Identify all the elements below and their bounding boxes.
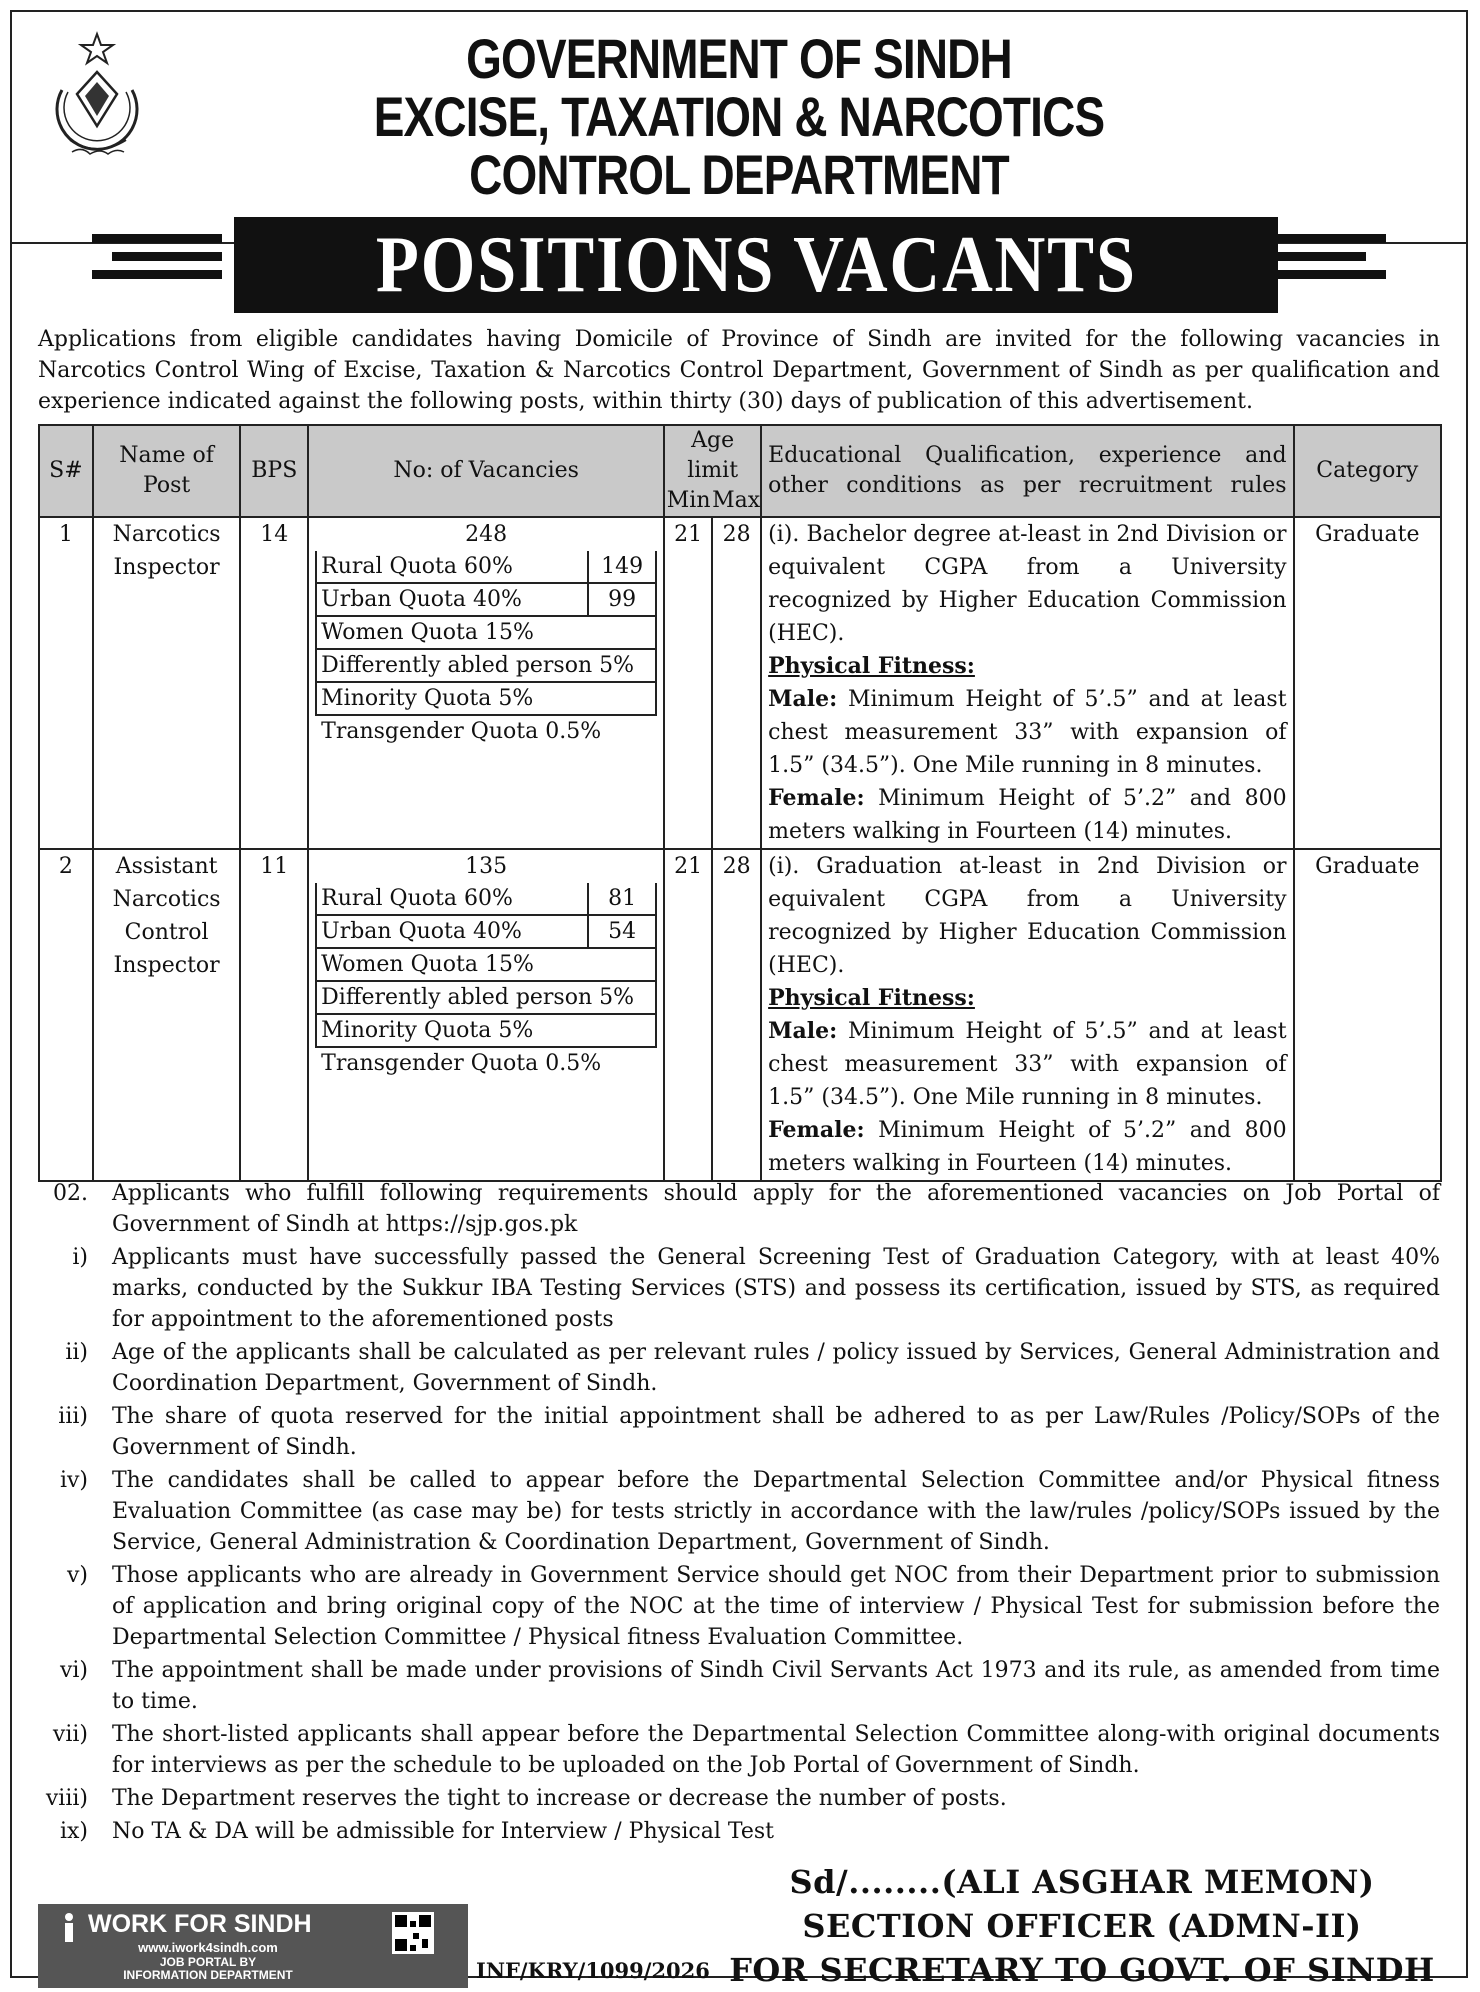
- post-vacancies: [308, 849, 664, 1181]
- female-label: Female:: [768, 785, 865, 811]
- list-item: [38, 1337, 1440, 1399]
- quota-count: 99: [587, 584, 655, 615]
- sindh-government-emblem-icon: [42, 30, 152, 180]
- qualification-text: (i). Graduation at-least in 2nd Division or equivalent CGPA from a University recognized by Higher Education Commission (HEC).: [768, 854, 1287, 978]
- male-text: Minimum Height of 5’.5” and at least chest measurement 33” with expansion of 1.5” (34.5”). One Mile running in 8 minutes.: [768, 687, 1287, 778]
- age-max: 28: [712, 517, 761, 849]
- intro-paragraph: Applications from eligible candidates having Domicile of Province of Sindh are invited for the following vacancies in Narcotics Control Wing of Excise, Taxation & Narcotics Control Department, Government of Sindh as per qualification and experience indicated against the following posts, within thirty (30) days of publication of this advertisement.: [38, 327, 1440, 414]
- department-title: [143, 27, 1335, 206]
- logo-caption-line-2: INFORMATION DEPARTMENT: [123, 1968, 293, 1982]
- list-item: [38, 1783, 1440, 1814]
- logo-url: www.iwork4sindh.com: [138, 1940, 278, 1955]
- reference-number: INF/KRY/1099/2026: [476, 1958, 710, 1983]
- info-person-icon: [60, 1912, 78, 1942]
- quota-label: Rural Quota 60%: [321, 554, 513, 579]
- list-item-text: Those applicants who are already in Government Service should get NOC from their Department prior to submission of application and bring original copy of the NOC at the time of interview / Physical Test for submission before the Departmental Selection Committee / Physical fitness Evaluation Committee.: [112, 1563, 1440, 1650]
- quota-disabled: [315, 650, 657, 683]
- vacancy-total: 135: [465, 854, 508, 879]
- list-item: [38, 1719, 1440, 1781]
- list-item: [38, 1178, 1440, 1240]
- quota-minority: [315, 1015, 657, 1048]
- quota-count: 81: [587, 883, 655, 914]
- post-category: Graduate: [1294, 517, 1441, 849]
- quota-label: Women Quota 15%: [321, 952, 534, 977]
- list-item-text: No TA & DA will be admissible for Interview / Physical Test: [112, 1819, 774, 1844]
- list-item: [38, 1465, 1440, 1558]
- list-item-number: viii): [45, 1786, 88, 1811]
- qualification-text: (i). Bachelor degree at-least in 2nd Division or equivalent CGPA from a University recognized by Higher Education Commission (HEC).: [768, 522, 1287, 646]
- header-post-name: Name of Post: [93, 425, 240, 517]
- fitness-heading: Physical Fitness:: [768, 653, 975, 679]
- female-label: Female:: [768, 1117, 865, 1143]
- quota-label: Women Quota 15%: [321, 620, 534, 645]
- positions-vacant-banner: [234, 217, 1278, 313]
- age-min: 21: [664, 849, 712, 1181]
- qr-code-icon: [392, 1912, 434, 1954]
- work-for-sindh-logo: [38, 1904, 468, 1988]
- logo-caption-line-1: JOB PORTAL BY: [159, 1955, 257, 1969]
- advertisement-page: [10, 10, 1468, 1989]
- fitness-heading: Physical Fitness:: [768, 985, 975, 1011]
- table-row: [39, 849, 1441, 1181]
- age-min: 21: [664, 517, 712, 849]
- quota-urban: [315, 584, 657, 617]
- list-item: [38, 1401, 1440, 1463]
- quota-label: Rural Quota 60%: [321, 886, 513, 911]
- male-criteria: [768, 1015, 1286, 1114]
- female-text: Minimum Height of 5’.2” and 800 meters walking in Fourteen (14) minutes.: [768, 1118, 1287, 1176]
- conditions-list: [38, 1178, 1440, 1849]
- header-vacancies: No: of Vacancies: [308, 425, 664, 517]
- list-item-number: vi): [59, 1658, 88, 1683]
- quota-count: 149: [587, 551, 655, 582]
- signature-authority: FOR SECRETARY TO GOVT. OF SINDH: [729, 1951, 1435, 1989]
- quota-transgender: Transgender Quota 0.5%: [321, 719, 602, 744]
- list-item-text: The candidates shall be called to appear before the Departmental Selection Committee and/or Physical fitness Evaluation Committee (as case may be) for tests strictly in accordance with the law/rules /policy/SOPs issued by the Service, General Administration & Coordination Department, Government of Sindh.: [112, 1468, 1440, 1555]
- male-text: Minimum Height of 5’.5” and at least chest measurement 33” with expansion of 1.5” (34.5”). One Mile running in 8 minutes.: [768, 1019, 1287, 1110]
- list-item-text: The short-listed applicants shall appear before the Departmental Selection Committee along-with original documents for interviews as per the schedule to be uploaded on the Job Portal of Government of Sindh.: [112, 1722, 1440, 1778]
- list-item: [38, 1816, 1440, 1847]
- list-item-text: Applicants who fulfill following requirements should apply for the aforementioned vacancies on Job Portal of Government of Sindh at https://sjp.gos.pk: [112, 1181, 1440, 1237]
- list-item-number: i): [72, 1245, 88, 1270]
- quota-urban: [315, 916, 657, 949]
- title-line-1: GOVERNMENT OF SINDH: [466, 27, 1012, 90]
- signature-name: Sd/........(ALI ASGHAR MEMON): [789, 1863, 1375, 1901]
- header-age-limit: Age limit: [664, 425, 761, 486]
- vacancies-table: [38, 424, 1442, 1182]
- post-name: Narcotics Inspector: [93, 517, 240, 849]
- list-item-text: Age of the applicants shall be calculated as per relevant rules / policy issued by Services, General Administration and Coordination Department, Government of Sindh.: [112, 1340, 1440, 1396]
- header-sno: S#: [39, 425, 93, 517]
- post-bps: 14: [240, 517, 308, 849]
- quota-minority: [315, 683, 657, 716]
- quota-label: Urban Quota 40%: [321, 587, 522, 612]
- post-qualification: [761, 849, 1293, 1181]
- signature-designation: SECTION OFFICER (ADMN-II): [802, 1907, 1362, 1945]
- vacancy-total: 248: [465, 522, 508, 547]
- post-category: Graduate: [1294, 849, 1441, 1181]
- header-category: Category: [1294, 425, 1441, 517]
- quota-rural: [315, 883, 657, 916]
- header-age-min: Min: [664, 486, 712, 517]
- table-row: [39, 517, 1441, 849]
- post-qualification: [761, 517, 1293, 849]
- female-criteria: [768, 782, 1286, 848]
- male-label: Male:: [768, 686, 838, 712]
- female-text: Minimum Height of 5’.2” and 800 meters walking in Fourteen (14) minutes.: [768, 786, 1287, 844]
- quota-label: Minority Quota 5%: [321, 1018, 534, 1043]
- list-item-number: v): [66, 1563, 88, 1588]
- quota-rural: [315, 551, 657, 584]
- list-item-text: The share of quota reserved for the initial appointment shall be adhered to as per Law/Rules /Policy/SOPs of the Government of Sindh.: [112, 1404, 1440, 1460]
- quota-women: [315, 949, 657, 982]
- list-item-number: iv): [59, 1468, 88, 1493]
- logo-caption: [88, 1956, 328, 1982]
- header-bps: BPS: [240, 425, 308, 517]
- post-name: Assistant Narcotics Control Inspector: [93, 849, 240, 1181]
- list-item-number: ix): [59, 1819, 88, 1844]
- male-label: Male:: [768, 1018, 838, 1044]
- list-item-text: The Department reserves the tight to increase or decrease the number of posts.: [112, 1786, 1007, 1811]
- header-age-max: Max: [712, 486, 761, 517]
- title-line-2: EXCISE, TAXATION & NARCOTICS: [373, 85, 1105, 148]
- header-education: Educational Qualification, experience and other conditions as per recruitment rules: [761, 425, 1293, 517]
- quota-label: Differently abled person 5%: [321, 985, 635, 1010]
- post-vacancies: [308, 517, 664, 849]
- banner-decoration-left: [92, 232, 222, 282]
- table-header-row: [39, 425, 1441, 486]
- banner-text: POSITIONS VACANTS: [375, 221, 1137, 309]
- list-item-number: vii): [52, 1722, 88, 1747]
- list-item: [38, 1560, 1440, 1653]
- list-item-text: The appointment shall be made under provisions of Sindh Civil Servants Act 1973 and its rule, as amended from time to time.: [112, 1658, 1440, 1714]
- signature-block: [722, 1860, 1442, 1992]
- logo-title: WORK FOR SINDH: [88, 1910, 312, 1938]
- post-sno: 1: [39, 517, 93, 849]
- list-item-number: iii): [58, 1404, 88, 1429]
- quota-label: Urban Quota 40%: [321, 919, 522, 944]
- list-item-text: Applicants must have successfully passed the General Screening Test of Graduation Category, with at least 40% marks, conducted by the Sukkur IBA Testing Services (STS) and possess its certification, issued by STS, as required for appointment to the aforementioned posts: [112, 1245, 1440, 1332]
- list-item-number: 02.: [53, 1181, 88, 1206]
- quota-transgender: Transgender Quota 0.5%: [321, 1051, 602, 1076]
- quota-label: Minority Quota 5%: [321, 686, 534, 711]
- list-item: [38, 1655, 1440, 1717]
- female-criteria: [768, 1114, 1286, 1180]
- title-line-3: CONTROL DEPARTMENT: [469, 143, 1009, 206]
- post-sno: 2: [39, 849, 93, 1181]
- male-criteria: [768, 683, 1286, 782]
- age-max: 28: [712, 849, 761, 1181]
- quota-women: [315, 617, 657, 650]
- post-bps: 11: [240, 849, 308, 1181]
- list-item-number: ii): [65, 1340, 88, 1365]
- list-item: [38, 1242, 1440, 1335]
- quota-count: 54: [587, 916, 655, 947]
- quota-label: Differently abled person 5%: [321, 653, 635, 678]
- quota-disabled: [315, 982, 657, 1015]
